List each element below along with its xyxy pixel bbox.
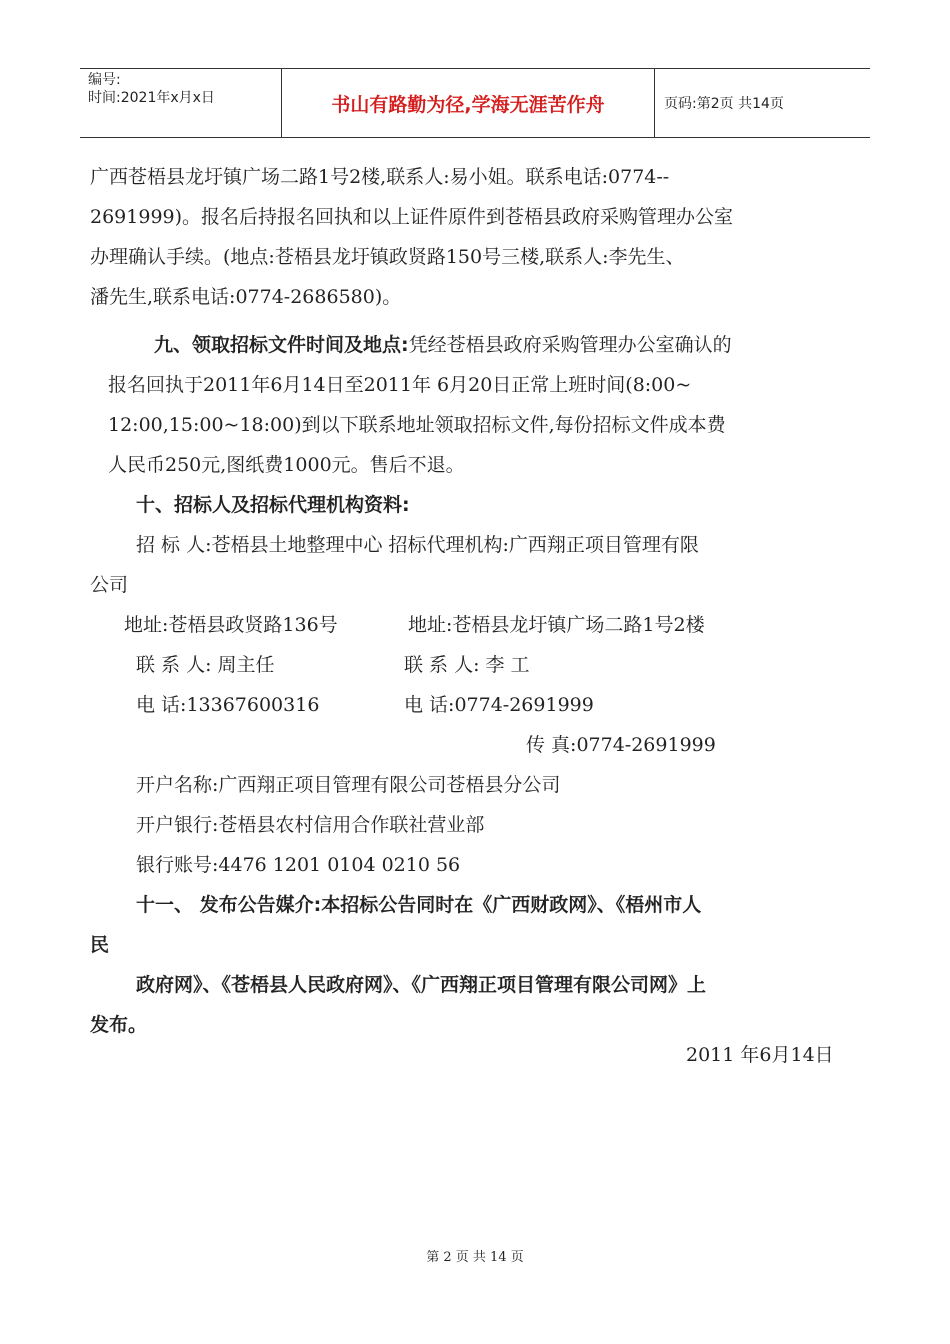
section-11-heading: 十一、 发布公告媒介:本招标公告同时在《广西财政网》、《梧州市人	[136, 894, 702, 916]
agency-address: 地址:苍梧县龙圩镇广场二路1号2楼	[408, 614, 705, 636]
tenderer-phone: 电 话:13367600316	[136, 694, 320, 716]
paragraph-line: 民	[90, 934, 110, 956]
header-meta	[80, 69, 282, 137]
bank-name: 开户银行:苍梧县农村信用合作联社营业部	[136, 814, 485, 836]
section-9-text: 凭经苍梧县政府采购管理办公室确认的	[408, 334, 732, 356]
page-header	[80, 68, 870, 138]
paragraph-line: 2691999)。报名后持报名回执和以上证件原件到苍梧县政府采购管理办公室	[90, 206, 734, 228]
paragraph-line: 发布。	[90, 1014, 148, 1036]
section-9-line	[154, 330, 732, 357]
paragraph-line: 广西苍梧县龙圩镇广场二路1号2楼,联系人:易小姐。联系电话:0774--	[90, 166, 670, 188]
page-footer: 第 2 页 共 14 页	[426, 1250, 524, 1265]
paragraph-line: 办理确认手续。(地点:苍梧县龙圩镇政贤路150号三楼,联系人:李先生、	[90, 246, 685, 268]
paragraph-line: 招 标 人:苍梧县土地整理中心 招标代理机构:广西翔正项目管理有限	[136, 534, 699, 556]
section-9-heading: 九、领取招标文件时间及地点:	[154, 334, 409, 356]
agency-contact: 联 系 人: 李 工	[404, 654, 530, 676]
header-time: 时间:2021年x月x日	[88, 90, 215, 106]
paragraph-line: 报名回执于2011年6月14日至2011年 6月20日正常上班时间(8:00~	[108, 374, 692, 396]
paragraph-line: 潘先生,联系电话:0774-2686580)。	[90, 286, 402, 308]
section-10-heading: 十、招标人及招标代理机构资料:	[136, 494, 410, 516]
paragraph-line: 人民币250元,图纸费1000元。售后不退。	[108, 454, 465, 476]
header-page: 页码:第2页 共14页	[664, 96, 784, 112]
document-date: 2011 年6月14日	[686, 1044, 834, 1066]
tenderer-address: 地址:苍梧县政贤路136号	[124, 614, 338, 636]
header-motto: 书山有路勤为径,学海无涯苦作舟	[282, 69, 655, 137]
paragraph-line: 政府网》、《苍梧县人民政府网》、《广西翔正项目管理有限公司网》上	[136, 974, 707, 996]
header-number: 编号:	[88, 72, 121, 88]
paragraph-line: 12:00,15:00~18:00)到以下联系地址领取招标文件,每份招标文件成本费	[108, 414, 726, 436]
account-number: 银行账号:4476 1201 0104 0210 56	[136, 854, 461, 876]
agency-fax: 传 真:0774-2691999	[526, 734, 716, 756]
agency-phone: 电 话:0774-2691999	[404, 694, 594, 716]
tenderer-contact: 联 系 人: 周主任	[136, 654, 275, 676]
paragraph-line: 公司	[90, 574, 129, 596]
account-name: 开户名称:广西翔正项目管理有限公司苍梧县分公司	[136, 774, 561, 796]
